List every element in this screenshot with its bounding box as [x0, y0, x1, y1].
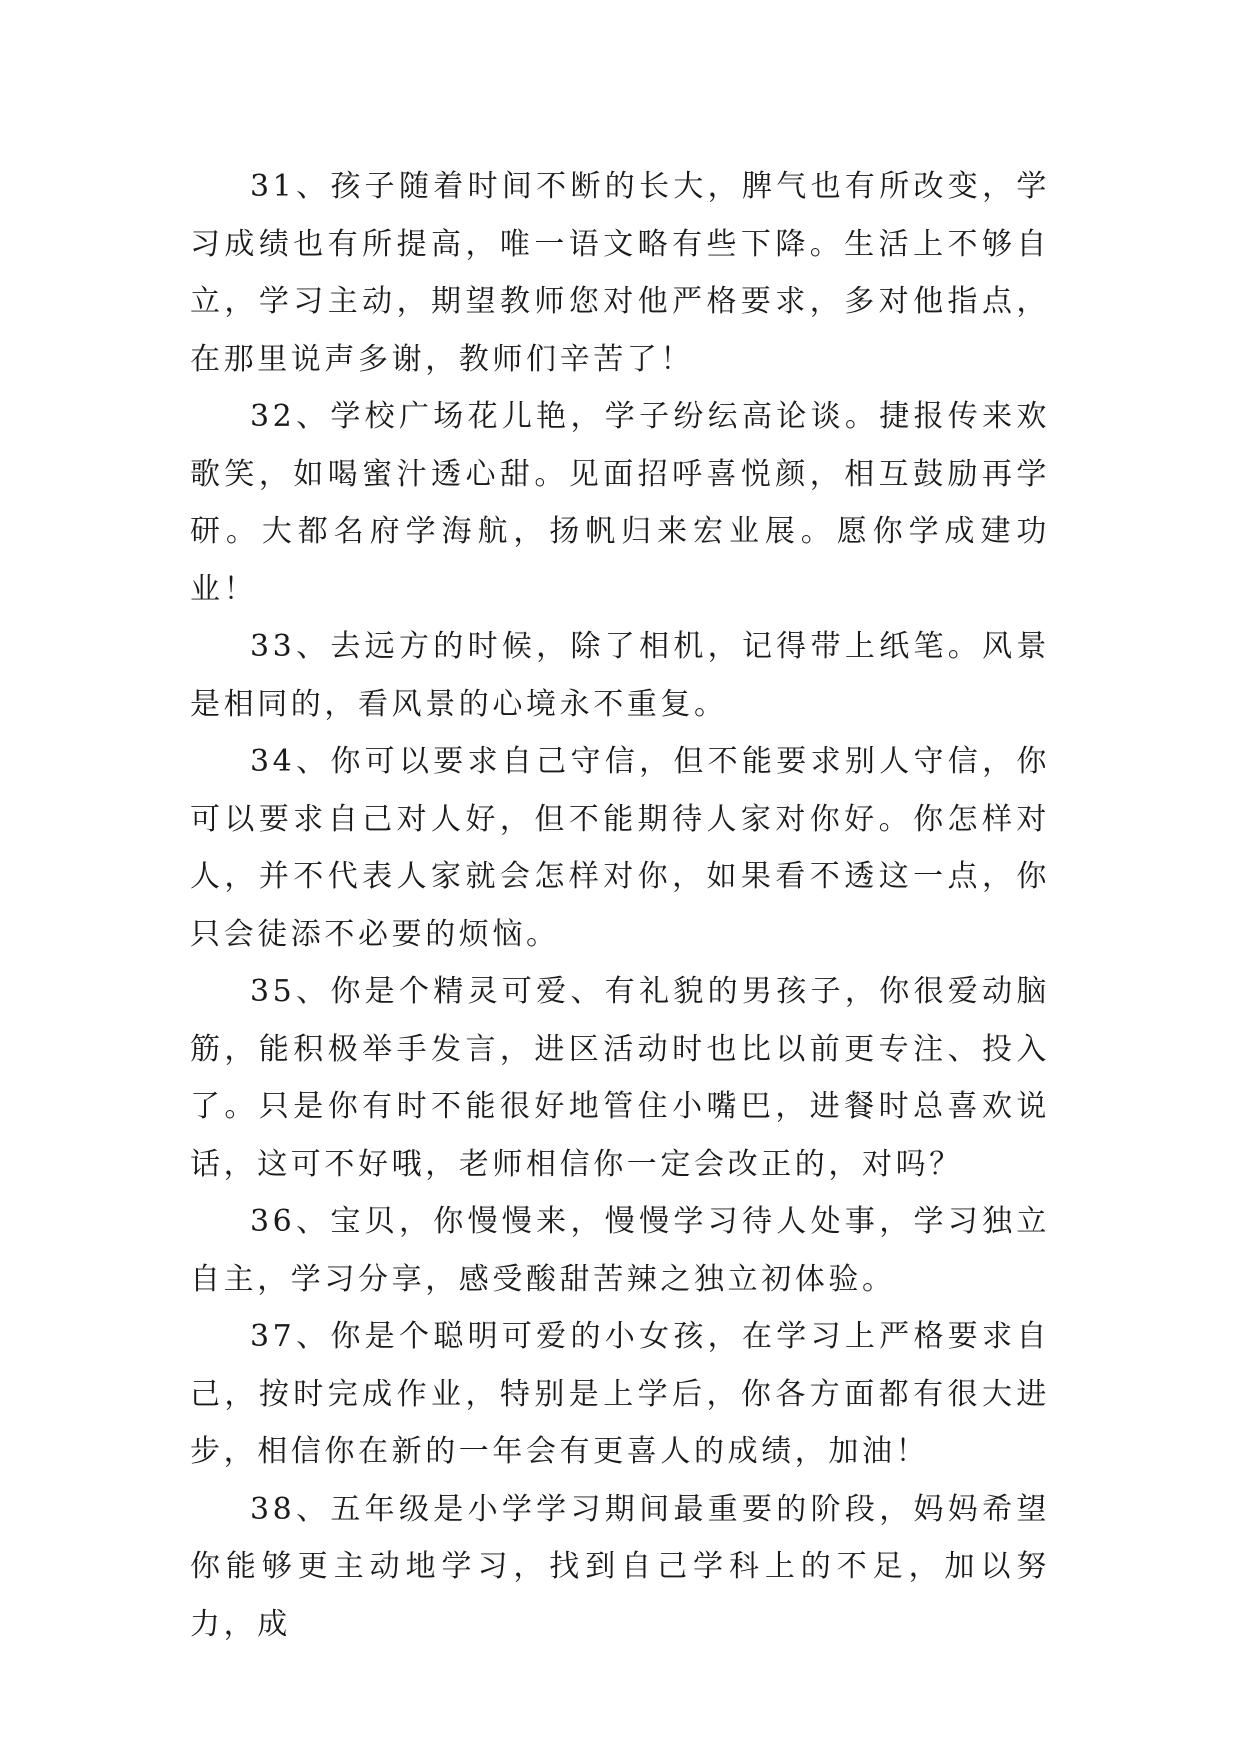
paragraph-38: 38、五年级是小学学习期间最重要的阶段，妈妈希望你能够更主动地学习，找到自己学科上的不足，加以努力，成 — [190, 1491, 1050, 1642]
paragraph-32: 32、学校广场花儿艳，学子纷纭高论谈。捷报传来欢歌笑，如喝蜜汁透心甜。见面招呼喜悦颜，相互鼓励再学研。大都名府学海航，扬帆归来宏业展。愿你学成建功业！ — [190, 399, 1050, 607]
paragraph-37: 37、你是个聪明可爱的小女孩，在学习上严格要求自己，按时完成作业，特别是上学后，你各方面都有很大进步，相信你在新的一年会有更喜人的成绩，加油！ — [190, 1319, 1050, 1469]
paragraph-34: 34、你可以要求自己守信，但不能要求别人守信，你可以要求自己对人好，但不能期待人家对你好。你怎样对人，并不代表人家就会怎样对你，如果看不透这一点，你只会徒添不必要的烦恼。 — [190, 744, 1050, 952]
paragraph-36: 36、宝贝，你慢慢来，慢慢学习待人处事，学习独立自主，学习分享，感受酸甜苦辣之独立初体验。 — [190, 1204, 1050, 1297]
paragraph-31: 31、孩子随着时间不断的长大，脾气也有所改变，学习成绩也有所提高，唯一语文略有些下降。生活上不够自立，学习主动，期望教师您对他严格要求，多对他指点，在那里说声多谢，教师们辛苦了！ — [190, 169, 1050, 377]
paragraph-35: 35、你是个精灵可爱、有礼貌的男孩子，你很爱动脑筋，能积极举手发言，进区活动时也比以前更专注、投入了。只是你有时不能很好地管住小嘴巴，进餐时总喜欢说话，这可不好哦，老师相信你一定会改正的，对吗？ — [190, 974, 1050, 1182]
paragraph-33: 33、去远方的时候，除了相机，记得带上纸笔。风景是相同的，看风景的心境永不重复。 — [190, 629, 1050, 722]
document-body — [190, 158, 1050, 1653]
